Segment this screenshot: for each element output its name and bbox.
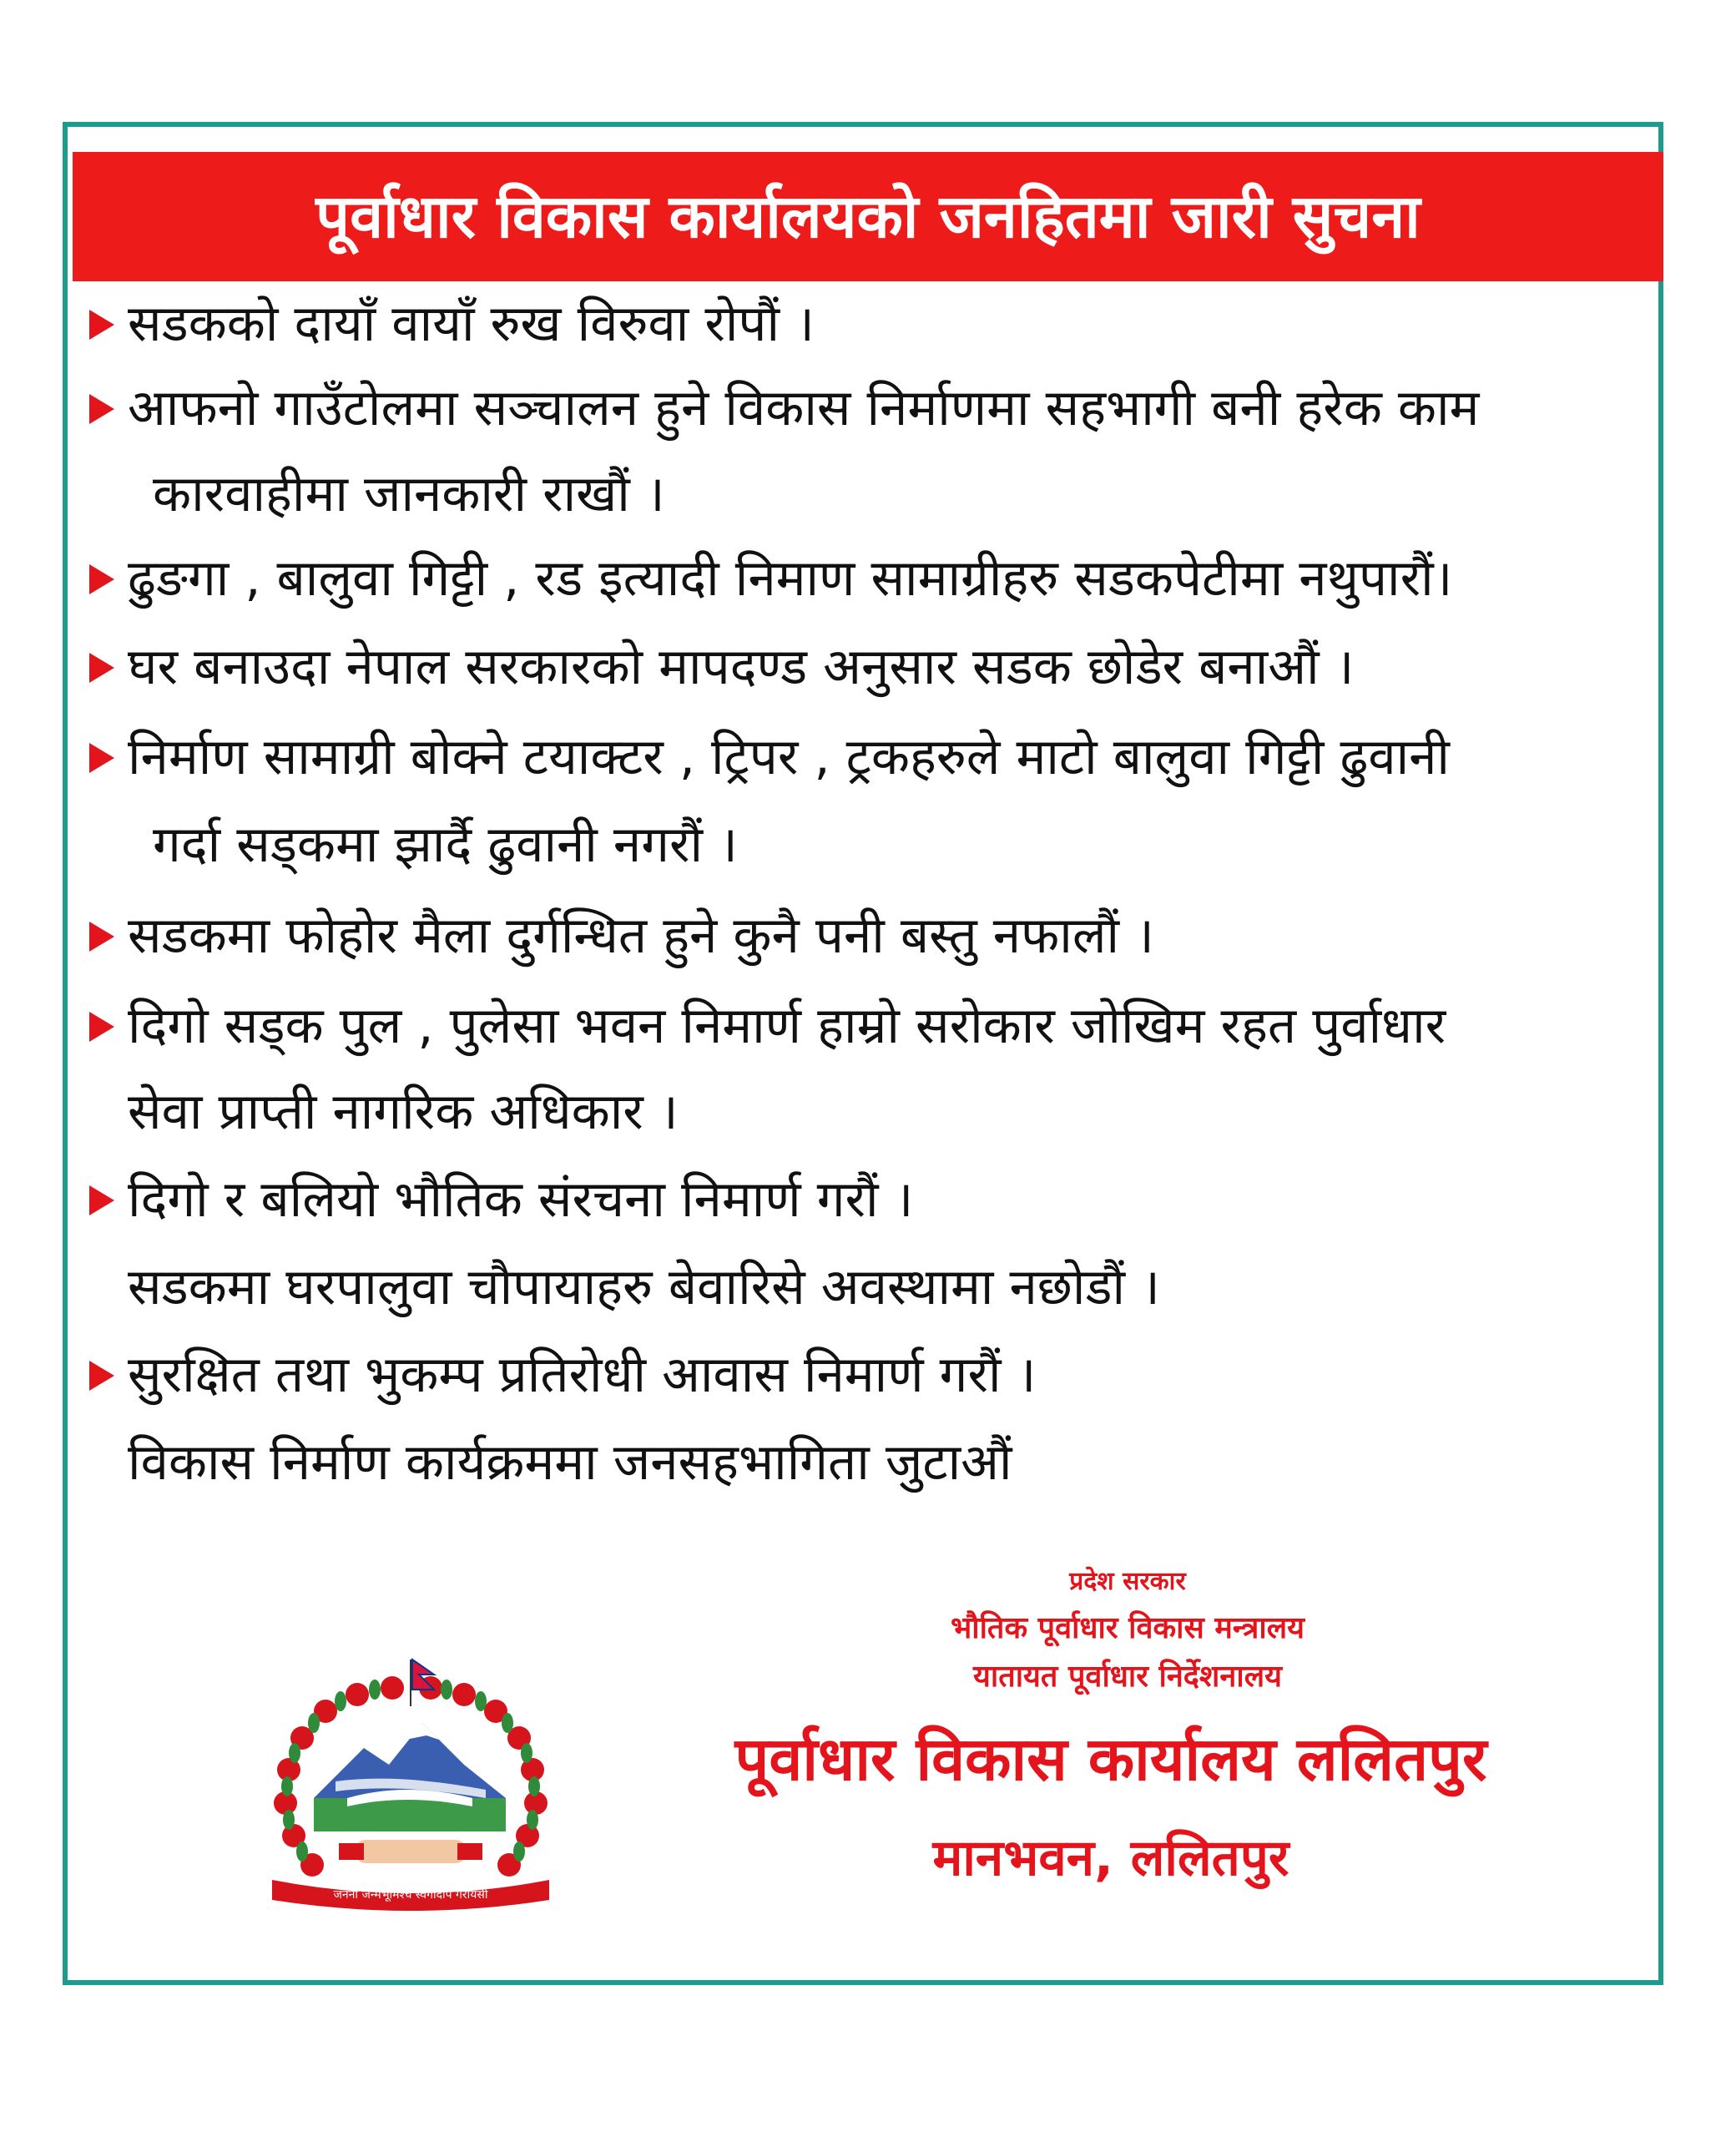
notice-line: दिगो सड्क पुल , पुलेसा भवन निमार्ण हाम्रो सरोकार जोखिम रहत पुर्वाधार: [128, 997, 1446, 1055]
notice-line: घर बनाउदा नेपाल सरकारको मापदण्ड अनुसार सडक छोडेर बनाऔं ।: [128, 638, 1355, 696]
notice-line: कारवाहीमा जानकारी राखौं ।: [153, 465, 665, 523]
notice-frame: [63, 122, 1663, 1985]
notice-line: गर्दा सड्कमा झार्दै ढुवानी नगरौं ।: [153, 816, 738, 874]
notice-title: पूर्वाधार विकास कार्यालयको जनहितमा जारी सुचना: [315, 181, 1421, 251]
notice-line: सडकमा घरपालुवा चौपायाहरु बेवारिसे अवस्थामा नछोडौं ।: [128, 1258, 1160, 1316]
emblem-motto: जननी जन्मभूमिश्च स्वर्गादपि गरीयसी: [333, 1888, 488, 1902]
notice-line: ढुङगा , बालुवा गिट्टी , रड इत्यादी निमाण सामाग्रीहरु सडकपेटीमा नथुपारौं।: [128, 549, 1453, 608]
office-address: मानभवन, ललितपुर: [932, 1829, 1289, 1887]
notice-line: दिगो र बलियो भौतिक संरचना निमार्ण गरौं ।: [128, 1170, 914, 1229]
notice-line: विकास निर्माण कार्यक्रममा जनसहभागिता जुटाऔं: [128, 1433, 1012, 1492]
mountain-icon: [314, 1723, 506, 1831]
office-name: पूर्वाधार विकास कार्यालय ललितपुर: [734, 1724, 1487, 1794]
ministry-label: भौतिक पूर्वाधार विकास मन्त्रालय: [950, 1611, 1305, 1645]
directorate-label: यातायत पूर्वाधार निर्देशनालय: [973, 1660, 1282, 1694]
notice-line: निर्माण सामाग्री बोक्ने टयाक्टर , ट्रिपर , ट्रकहरुले माटो बालुवा गिट्टी ढुवानी: [128, 728, 1450, 786]
notice-line: सडकको दायाँ वायाँ रुख विरुवा रोपौं ।: [128, 295, 815, 353]
notice-line: आफनो गाउँटोलमा सञ्चालन हुने विकास निर्माणमा सहभागी बनी हरेक काम: [128, 379, 1480, 437]
province-label: प्रदेश सरकार: [1069, 1567, 1186, 1596]
notice-line: सडकमा फोहोर मैला दुर्गन्धित हुने कुनै पनी बस्तु नफालौं ।: [128, 907, 1154, 965]
notice-line: सेवा प्राप्ती नागरिक अधिकार ।: [128, 1083, 679, 1141]
handshake-icon: [339, 1840, 482, 1863]
nepal-emblem-icon: [255, 1656, 566, 1915]
notice-line: सुरक्षित तथा भुकम्प प्रतिरोधी आवास निमार्ण गरौं ।: [128, 1346, 1037, 1404]
